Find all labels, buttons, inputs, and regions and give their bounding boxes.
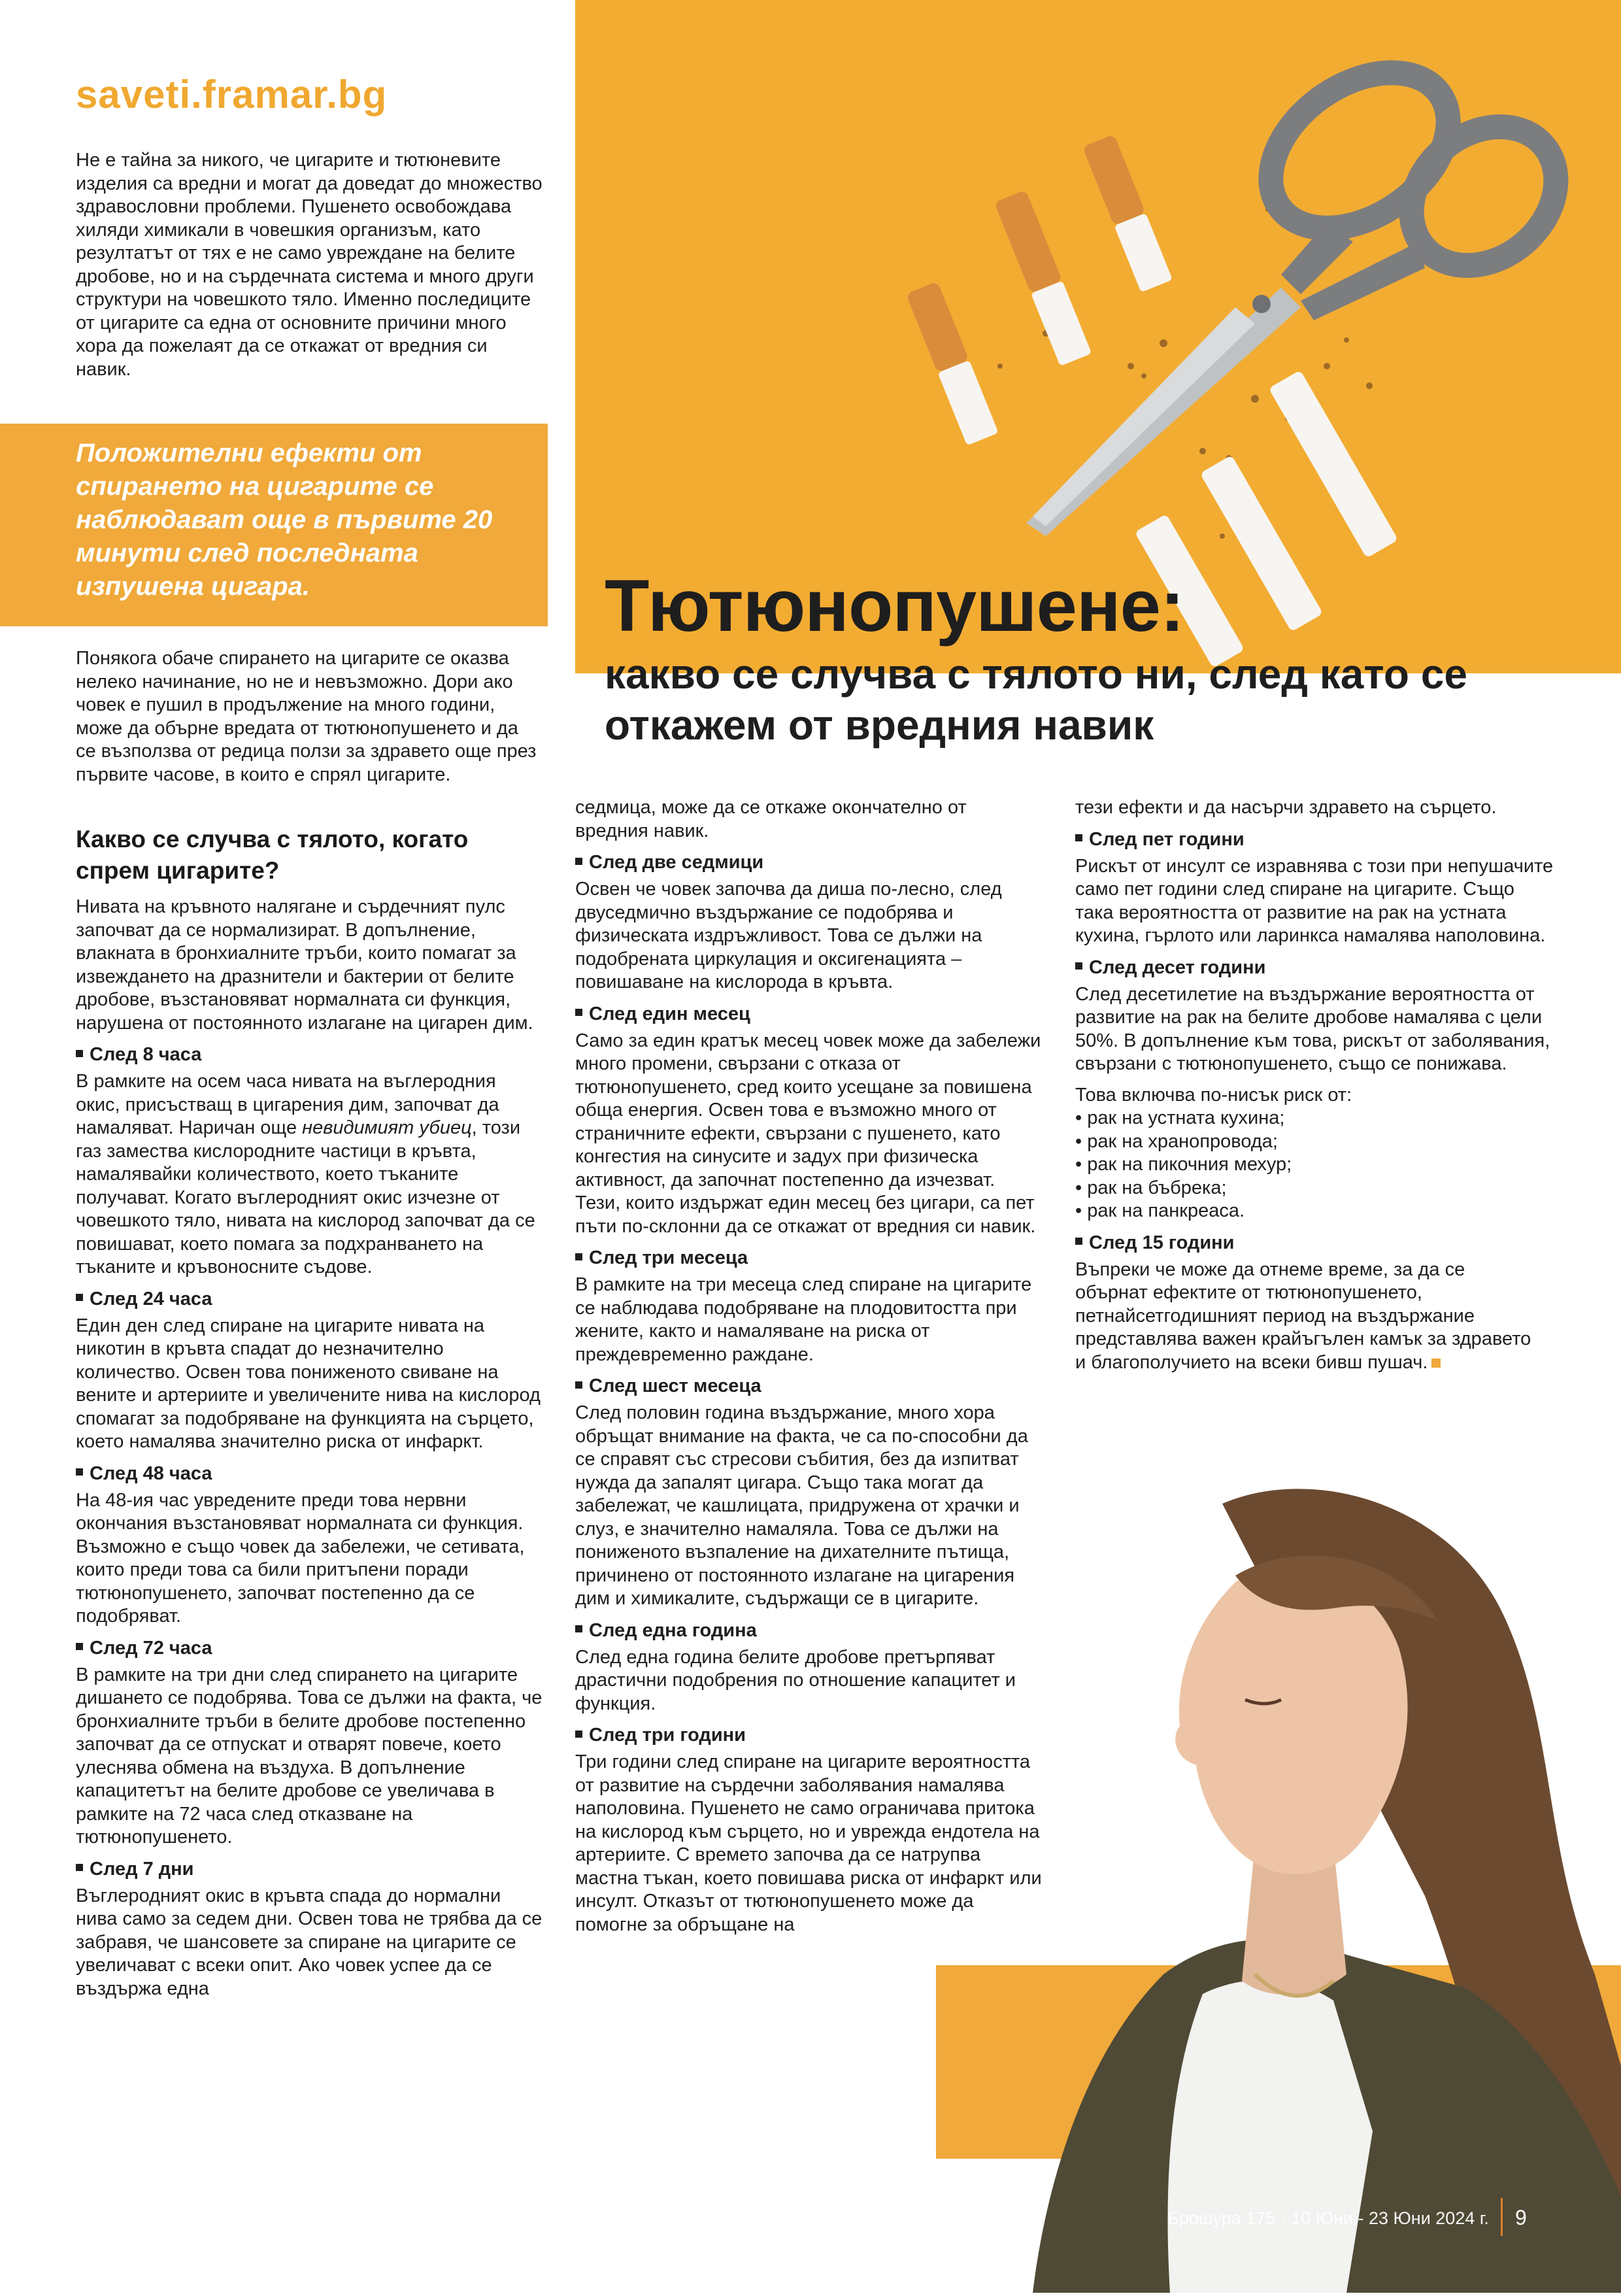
subheading-text: След десет години — [1089, 956, 1266, 978]
emphasis-text: невидимият убиец — [302, 1117, 472, 1138]
paragraph: След една година белите дробове претърпяват драстични подобрения по отношение капацитет и функция. — [575, 1646, 1016, 1714]
subheading-text: След 8 часа — [90, 1044, 202, 1065]
paragraph: Въглеродният окис в кръвта спада до нормални нива само за седем дни. Освен това не трябва да се забравя, че шансовете за спиране на цигарите се увеличават с всеки опит. Ако човек успее да се въздържа една — [76, 1885, 543, 1999]
subheading-2-weeks — [575, 851, 1042, 874]
subheading-1-month — [575, 1002, 1042, 1026]
text: Въпреки че може да отнеме време, за да се обърнат ефектите от тютюнопушенето, петнайсетгодишният период на въздържание представлява важен крайъгълен камък за здравето и благополучието на всеки бивш пушач. — [1075, 1258, 1531, 1373]
subheading-text: След една година — [589, 1619, 757, 1641]
square-bullet-icon — [76, 1294, 83, 1301]
subheading-text: След 72 часа — [90, 1637, 212, 1659]
square-bullet-icon — [1075, 1238, 1082, 1245]
subheading-48-hours — [76, 1462, 543, 1485]
square-bullet-icon — [575, 1253, 582, 1260]
list-item: • рак на панкреаса. — [1075, 1200, 1245, 1221]
square-bullet-icon — [1075, 834, 1082, 841]
subheading-1-year — [575, 1619, 1042, 1642]
square-bullet-icon — [575, 1625, 582, 1632]
woman-photo — [1007, 1477, 1621, 2293]
cigarette-2 — [994, 190, 1092, 366]
list-item: • рак на хранопровода; — [1075, 1130, 1278, 1152]
paragraph: След половин година въздържание, много хора обръщат внимание на факта, че са по-способни да се справят със стресови събития, без да изпитват нужда да запалят цигара. Също така могат да забележат, че кашлицата, придружена от храчки и слуз, е значително намаляла. Това се дължи на пониженото възпаление на дихателните пътища, причинено от постоянното излагане на цигарения дим и химикалите, съдържащи се в цигарите. — [575, 1402, 1028, 1609]
subheading-8-hours — [76, 1043, 543, 1066]
woman-illustration — [1007, 1477, 1621, 2293]
cigarette-3 — [1082, 134, 1173, 292]
callout-text: Положителни ефекти от спирането на цигарите се наблюдават още в първите 20 минути след последната изпушена цигара. — [76, 439, 493, 601]
subheading-text: След 24 часа — [90, 1288, 212, 1309]
square-bullet-icon — [575, 1730, 582, 1738]
article-title: Тютюнопушене: — [605, 565, 1184, 647]
footer-divider — [1501, 2198, 1503, 2236]
square-bullet-icon — [76, 1050, 83, 1057]
paragraph: Освен че човек започва да диша по-лесно, след двуседмично въздържание се подобрява и физическата издръжливост. Това се дължи на подобрената циркулация и оксигенацията – повишаване на кислорода в кръвта. — [575, 879, 1002, 992]
paragraph: В рамките на три дни след спирането на цигарите дишането се подобрява. Това се дължи на факта, че бронхиалните тръби в белите дробове постепенно започват да се отпускат и отварят повече, което улеснява обмена на въздуха. В допълнение капацитетът на белите дробове се увеличава в рамките на 72 часа след отказване на тютюнопушенето. — [76, 1664, 543, 1848]
subheading-3-months — [575, 1246, 1042, 1270]
paragraph: След десетилетие на въздържание вероятността от развитие на рак на белите дробове намалява с цели 50%. В допълнение към това, рискът от заболявания, свързани с тютюнопушенето, също се понижава. — [1075, 983, 1550, 1074]
square-bullet-icon — [76, 1864, 83, 1871]
paragraph — [76, 1070, 543, 1279]
scissors — [1026, 41, 1584, 536]
subheading-24-hours — [76, 1287, 543, 1311]
site-title: saveti.framar.bg — [76, 73, 388, 116]
risk-list — [1075, 1107, 1556, 1223]
subheading-6-months — [575, 1374, 1042, 1398]
page-number: 9 — [1515, 2206, 1527, 2229]
list-intro: Това включва по-нисък риск от: — [1075, 1084, 1352, 1106]
column-1 — [76, 896, 543, 2008]
square-bullet-icon — [575, 1009, 582, 1016]
paragraph: Един ден след спиране на цигарите нивата на никотин в кръвта спадат до незначително количество. Освен това пониженото свиване на вените и артериите и увеличените нива на кислород спомагат за подобряване на функцията на сърцето, което намалява значително риска от инфаркт. — [76, 1315, 541, 1452]
square-bullet-icon — [76, 1468, 83, 1476]
paragraph: Само за един кратък месец човек може да забележи много промени, свързани с отказа от тютюнопушенето, сред които усещане за повишена обща енергия. Освен това е възможно много от страничните ефекти, свързани с пушенето, като конгестия на синусите и задух при физическа активност, да започнат постепенно да изчезват. — [575, 1030, 1041, 1190]
subheading-7-days — [76, 1857, 543, 1881]
subheading-text: След един месец — [589, 1003, 750, 1024]
subheading-text: След три години — [589, 1725, 746, 1746]
paragraph: Рискът от инсулт се изравнява с този при непушачите само пет години след спиране на цигарите. Също така вероятността от развитие на рак на устната кухина, гърлото или ларинкса намалява наполовина. — [1075, 855, 1554, 946]
subheading-text: След 7 дни — [90, 1858, 194, 1880]
square-bullet-icon — [575, 858, 582, 865]
column-3 — [1075, 796, 1556, 1382]
subheading-text: След шест месеца — [589, 1376, 761, 1396]
col1-intro-paragraph: Понякога обаче спирането на цигарите се оказва нелеко начинание, но не и невъзможно. Дори ако човек е пушил в продължение на много години, може да обърне вредата от тютюнопушенето и да се възползва от редица ползи за здравето още през първите часове, в които е спрял цигарите. — [76, 648, 537, 785]
square-bullet-icon — [575, 1381, 582, 1389]
end-mark-icon — [1431, 1359, 1441, 1368]
text: В рамките на осем часа нивата на въглеродния окис, присъстващ в цигарения дим, започват да намаляват. Наричан още — [76, 1071, 499, 1138]
subheading-72-hours — [76, 1636, 543, 1660]
subheading-text: След три месеца — [589, 1247, 748, 1268]
square-bullet-icon — [1075, 962, 1082, 970]
section-heading: Какво се случва с тялото, когато спрем цигарите? — [76, 826, 469, 884]
paragraph: В рамките на три месеца след спиране на цигарите се наблюдава подобряване на плодовитостта при жените, както и намаляване на риска от преждевременно раждане. — [575, 1274, 1032, 1365]
paragraph: Тези, които издържат един месец без цигари, са пет пъти по-склонни да се откажат от вредния си навик. — [575, 1192, 1036, 1237]
subheading-text: След 15 години — [1089, 1232, 1235, 1253]
subheading-10-years — [1075, 956, 1556, 979]
list-item: • рак на пикочния мехур; — [1075, 1154, 1292, 1175]
list-item: • рак на бъбрека; — [1075, 1177, 1227, 1198]
subheading-15-years — [1075, 1231, 1556, 1255]
text: , този газ замества кислородните частици в кръвта, намалявайки количеството, което тъканите получават. Когато въглеродният окис изчезне от човешкото тяло, нивата на кислород започват да се повишават, което помага за подхранването на тъканите и кръвоносните съдове. — [76, 1117, 535, 1277]
cigarette-1 — [906, 281, 999, 445]
subheading-text: След 48 часа — [90, 1462, 212, 1484]
subheading-5-years — [1075, 828, 1556, 851]
callout-box — [0, 424, 548, 626]
list-item: • рак на устната кухина; — [1075, 1107, 1285, 1128]
paragraph: Три години след спиране на цигарите вероятността от развитие на сърдечни заболявания намалява наполовина. Пушенето не само ограничава притока на кислород към сърцето, но и уврежда ендотела на артериите. С времето започва да се натрупва мастна тъкан, което повишава риска от инфаркт или инсулт. Отказът от тютюнопушенето може да помогне за обръщане на — [575, 1751, 1042, 1935]
subheading-text: След пет години — [1089, 828, 1245, 850]
paragraph: седмица, може да се откаже окончателно от вредния навик. — [575, 797, 967, 841]
square-bullet-icon — [76, 1643, 83, 1650]
subheading-3-years — [575, 1723, 1042, 1747]
paragraph: тези ефекти и да насърчи здравето на сърцето. — [1075, 797, 1497, 818]
footer-issue: Брошура 175 · 10 Юни - 23 Юни 2024 г. — [1167, 2208, 1489, 2228]
article-subtitle: какво се случва с тялото ни, след като се откажем от вредния навик — [605, 650, 1467, 749]
paragraph: На 48-ия час увредените преди това нервни окончания възстановяват нормалната си функция. Възможно е също човек да забележи, че сетивата, които преди това са били притъпени поради тютюнопушенето, започват постепенно да се подобряват. — [76, 1489, 525, 1627]
column-2 — [575, 796, 1042, 1944]
intro-paragraph: Не е тайна за никого, че цигарите и тютюневите изделия са вредни и могат да доведат до множество здравословни проблеми. Пушенето освобождава хиляди химикали в човешкия организъм, като резултатът от тях е не само увреждане на белите дробове, но и на сърдечната система и много други структури на човешкото тяло. Именно последиците от цигарите са една от основните причини много хора да пожелаят да се откажат от вредния си навик. — [76, 150, 543, 380]
paragraph — [1075, 1258, 1533, 1375]
paragraph: Нивата на кръвното налягане и сърдечният пулс започват да се нормализират. В допълнение, влакната в бронхиалните тръби, които помагат за извеждането на дразнители и бактерии от белите дробове, възстановяват нормалната си функция, нарушена от постоянното излагане на цигарен дим. — [76, 896, 533, 1034]
subheading-text: След две седмици — [589, 852, 764, 873]
